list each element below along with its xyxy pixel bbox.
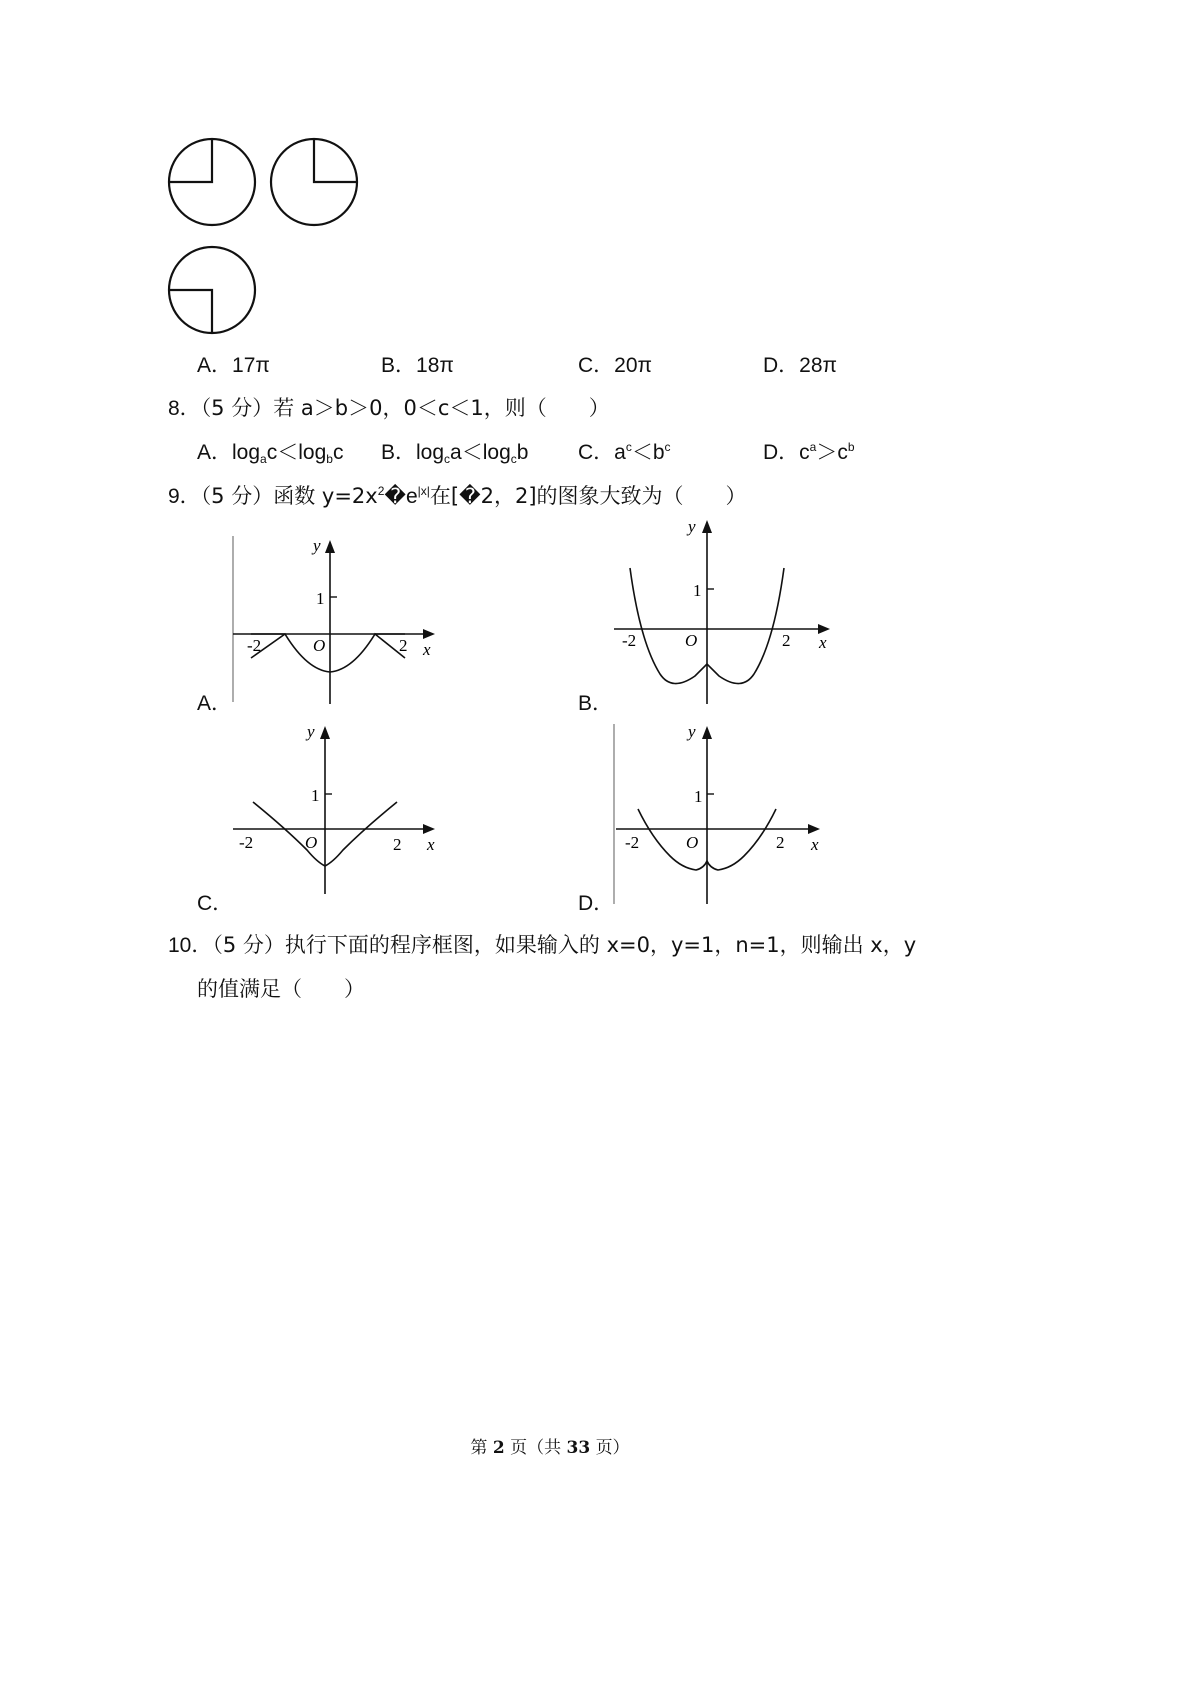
option-text: 28π xyxy=(799,354,838,377)
question-number: 9． xyxy=(168,485,201,508)
tick-label-2: 2 xyxy=(776,833,785,852)
origin-label: O xyxy=(685,631,698,650)
tick-label-1: 1 xyxy=(693,581,702,600)
origin-label: O xyxy=(686,833,699,852)
superscript: c xyxy=(664,440,671,454)
q9-graph-c xyxy=(225,716,445,898)
subscript: c xyxy=(510,452,517,466)
option-text: c＜log xyxy=(266,441,327,464)
tick-label-2: 2 xyxy=(393,835,402,854)
q9-option-c-label: C． xyxy=(197,892,234,915)
tick-label-2: 2 xyxy=(399,636,408,655)
q9-graph-b xyxy=(610,512,840,708)
y-axis-label: y xyxy=(688,722,696,741)
superscript: c xyxy=(625,440,632,454)
q10-question-continued: 的值满足（ ） xyxy=(197,977,365,1001)
option-text: ＞c xyxy=(816,441,848,464)
option-text: log xyxy=(416,441,445,464)
tick-label-neg2: -2 xyxy=(622,631,637,650)
q7-option-a xyxy=(197,349,270,379)
q8-option-d xyxy=(763,436,855,466)
superscript: |x| xyxy=(417,484,430,498)
q9-graph-d xyxy=(608,716,838,908)
tick-label-neg2: -2 xyxy=(239,833,254,852)
tick-label-2: 2 xyxy=(782,631,791,650)
option-letter: D． xyxy=(763,441,800,464)
tick-label-1: 1 xyxy=(694,787,703,806)
y-axis-label: y xyxy=(307,722,315,741)
option-text: c xyxy=(799,441,810,464)
question-stem: 函数 y=2x xyxy=(273,484,378,508)
footer-mid: 页（共 xyxy=(510,1438,562,1458)
y-axis-label: y xyxy=(688,517,696,536)
tick-label-neg2: -2 xyxy=(247,636,262,655)
q9-option-a-label: A． xyxy=(197,692,233,715)
option-letter: A． xyxy=(197,354,233,377)
subscript: b xyxy=(326,452,333,466)
option-text: log xyxy=(232,441,261,464)
q9-option-d-label: D． xyxy=(578,892,615,915)
q7-three-views-figure xyxy=(160,130,400,345)
x-axis-label: x xyxy=(427,835,435,854)
option-letter: B． xyxy=(381,441,417,464)
q9-graph-a xyxy=(225,530,445,708)
question-number: 8． xyxy=(168,397,201,420)
question-stem: 执行下面的程序框图，如果输入的 x=0，y=1，n=1，则输出 x，y xyxy=(284,933,917,957)
x-axis-label: x xyxy=(423,640,431,659)
question-stem: 若 a＞b＞0，0＜c＜1，则（ ） xyxy=(273,396,610,420)
x-axis-label: x xyxy=(811,835,819,854)
question-score: （5 分） xyxy=(200,484,274,508)
option-letter: C． xyxy=(578,441,615,464)
option-text: 17π xyxy=(232,354,270,377)
front-view-circle xyxy=(169,139,255,225)
option-text: 20π xyxy=(614,354,653,377)
q8-option-b xyxy=(381,436,528,466)
footer-total-pages: 33 xyxy=(566,1438,591,1458)
option-text: ＜b xyxy=(631,441,665,464)
footer-suffix: 页） xyxy=(595,1438,630,1458)
origin-label: O xyxy=(305,833,318,852)
question-score: （5 分） xyxy=(212,933,285,957)
origin-label: O xyxy=(313,636,326,655)
question-number: 10． xyxy=(168,934,213,957)
option-text: a xyxy=(614,441,626,464)
side-view-circle xyxy=(271,139,357,225)
page-footer xyxy=(0,1433,1100,1458)
footer-page-number: 2 xyxy=(492,1438,505,1458)
option-text: b xyxy=(516,441,529,464)
x-axis-label: x xyxy=(819,633,827,652)
q8-question xyxy=(168,392,610,422)
option-letter: B． xyxy=(381,354,417,377)
q7-option-d xyxy=(763,349,837,379)
superscript: 2 xyxy=(377,484,385,498)
tick-label-1: 1 xyxy=(316,589,325,608)
option-letter: D． xyxy=(763,354,800,377)
option-letter: A． xyxy=(197,441,233,464)
option-text: c xyxy=(332,441,344,464)
option-letter: C． xyxy=(578,354,615,377)
q7-option-b xyxy=(381,349,454,379)
top-view-circle xyxy=(169,247,255,333)
q7-option-c xyxy=(578,349,652,379)
q10-question xyxy=(168,929,916,959)
superscript: a xyxy=(809,440,817,454)
question-score: （5 分） xyxy=(200,396,274,420)
superscript: b xyxy=(847,440,855,454)
tick-label-1: 1 xyxy=(311,786,320,805)
question-stem: 在[�2，2]的图象大致为（ ） xyxy=(429,484,747,508)
q9-question xyxy=(168,480,747,510)
tick-label-neg2: -2 xyxy=(625,833,640,852)
q8-option-c xyxy=(578,436,671,466)
y-axis-label: y xyxy=(313,536,321,555)
option-text: 18π xyxy=(416,354,454,377)
option-text: a＜log xyxy=(450,441,511,464)
footer-prefix: 第 xyxy=(470,1438,488,1458)
subscript: a xyxy=(260,452,267,466)
question-stem: �e xyxy=(384,485,418,508)
q8-option-a xyxy=(197,436,343,466)
q9-option-b-label: B． xyxy=(578,692,614,715)
subscript: c xyxy=(444,452,451,466)
